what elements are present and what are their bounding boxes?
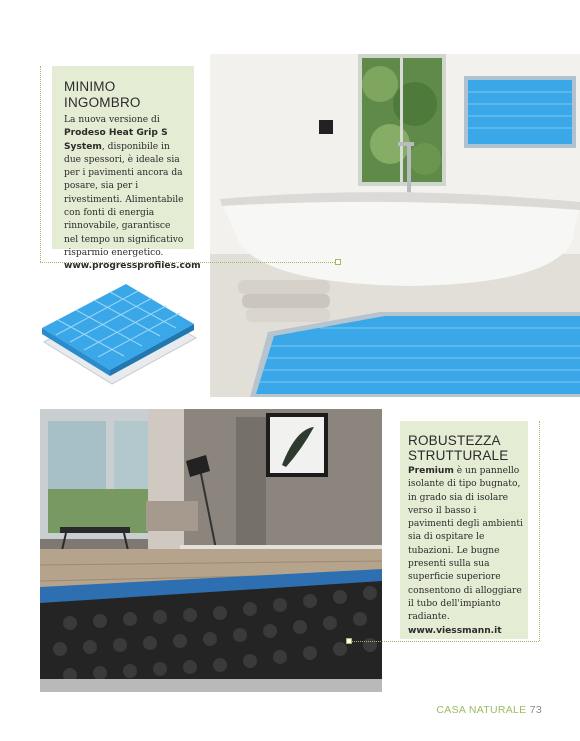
- info-box-premium: [400, 421, 528, 639]
- box-description: , disponibile in due spessori, è ideale sia per i pavimenti ancora da posare, sia per i rivestimenti. Alimentabile con fonti di energia rinnovabile, garantisce nel tempo un significativo risparmio energetico.: [64, 141, 184, 258]
- leader-dot-2: [346, 638, 352, 644]
- living-room-floor-photo: [40, 409, 382, 692]
- leader-line-2-horizontal: [350, 641, 539, 642]
- box-description: è un pannello isolante di tipo bugnato, in grado sia di isolare verso il basso i pavimenti degli ambienti sia di ospitare le tubazioni. Le bugne presenti sulla sua superficie superiore consentono di alloggiare il tubo dell'impianto radiante.: [408, 466, 523, 623]
- box-intro: La nuova versione di: [64, 115, 160, 125]
- leader-line-2-vertical: [539, 421, 540, 641]
- heat-grip-panel-illustration: [38, 280, 198, 388]
- box-title: ROBUSTEZZA STRUTTURALE: [408, 433, 509, 463]
- magazine-name: CASA NATURALE: [436, 704, 527, 716]
- box-brand: Prodeso Heat Grip S System: [64, 128, 168, 152]
- box-body: [408, 465, 524, 638]
- leader-line-1-horizontal: [40, 262, 337, 263]
- page-number: 73: [529, 704, 542, 716]
- info-box-heat-grip: [52, 66, 201, 272]
- box-brand: Premium: [408, 466, 454, 476]
- bathroom-photo: [210, 54, 580, 397]
- box-body: [64, 114, 201, 274]
- website-link[interactable]: www.viessmann.it: [408, 625, 502, 636]
- website-link[interactable]: www.progressprofiles.com: [64, 261, 201, 272]
- leader-line-1-vertical: [40, 66, 41, 262]
- page-folio: [436, 704, 542, 716]
- leader-dot-1: [335, 259, 341, 265]
- box-title: MINIMO INGOMBRO: [64, 79, 141, 110]
